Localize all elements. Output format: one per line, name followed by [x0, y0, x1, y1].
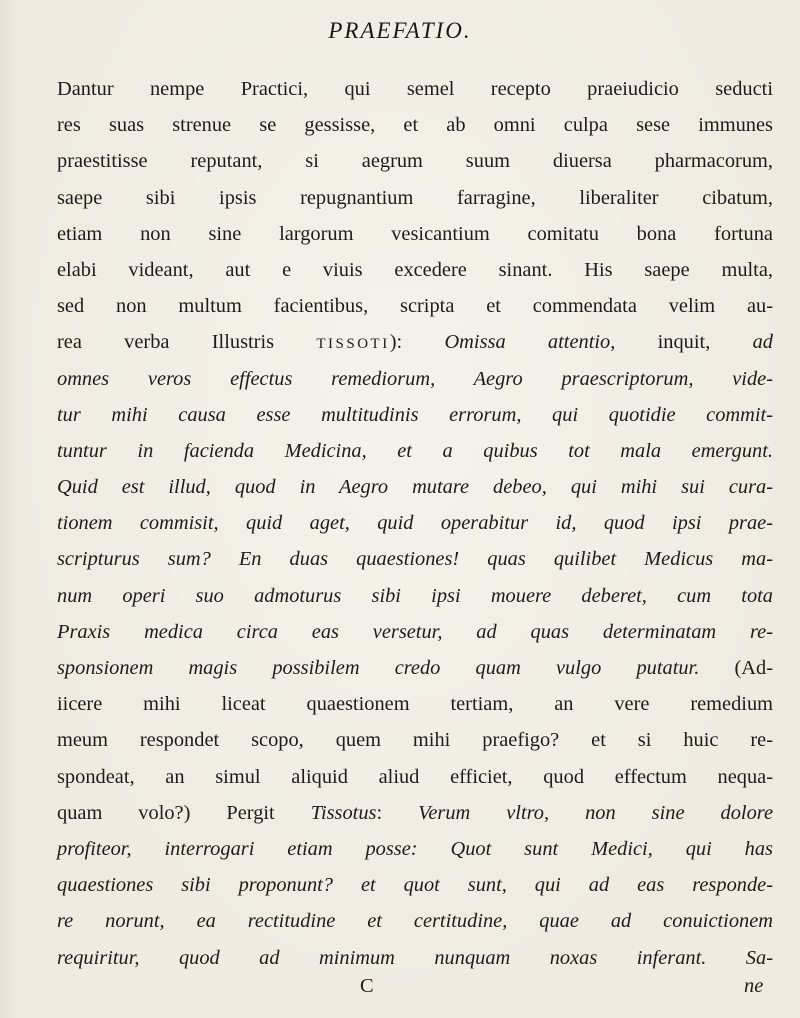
italic-segment: requiritur, quod ad minimum nunquam noxas inferant. Sa- [57, 946, 773, 969]
text-line [57, 505, 773, 541]
italic-segment: omnes veros effectus remediorum, Aegro praescriptorum, vide- [57, 367, 773, 390]
text-line [57, 686, 773, 722]
italic-segment: scripturus sum? En duas quaestiones! quas quilibet Medicus ma- [57, 548, 773, 571]
text-line [57, 143, 773, 179]
text-line [57, 541, 773, 577]
italic-segment: tur mihi causa esse multitudinis errorum, qui quotidie commit- [57, 403, 773, 426]
text-line [57, 397, 773, 433]
italic-segment: Praxis medica circa eas versetur, ad quas determinatam re- [57, 620, 773, 643]
smallcaps-name: TISSOTI [316, 336, 390, 353]
text-line [57, 252, 773, 288]
text-line [57, 71, 773, 107]
text-line [57, 433, 773, 469]
text-line [57, 180, 773, 216]
roman-segment: praestitisse reputant, si aegrum suum diuersa pharmacorum, [57, 150, 773, 173]
text-line [57, 361, 773, 397]
roman-segment: etiam non sine largorum vesicantium comitatu bona fortuna [57, 222, 773, 245]
italic-segment: Quid est illud, quod in Aegro mutare debeo, qui mihi sui cura- [57, 476, 773, 499]
roman-segment: spondeat, an simul aliquid aliud efficiet, quod effectum nequa- [57, 765, 773, 788]
italic-segment: ad [752, 331, 773, 354]
italic-segment: Tissotus [310, 801, 377, 824]
italic-segment: sponsionem magis possibilem credo quam vulgo putatur. [57, 657, 700, 679]
text-line [57, 940, 773, 976]
catchword: ne [744, 975, 764, 997]
roman-segment: elabi videant, aut e viuis excedere sinant. His saepe multa, [57, 258, 773, 281]
text-line [57, 288, 773, 324]
body-text [57, 71, 773, 976]
roman-segment: res suas strenue se gessisse, et ab omni culpa sese immunes [57, 114, 773, 137]
running-head: PRAEFATIO. [328, 18, 472, 43]
italic-segment: tuntur in facienda Medicina, et a quibus tot mala emergunt. [57, 439, 773, 462]
italic-segment: quaestiones sibi proponunt? et quot sunt, qui ad eas responde- [57, 874, 773, 897]
roman-segment: meum respondet scopo, quem mihi praefigo? et si huic re- [57, 729, 773, 752]
text-line [57, 107, 773, 143]
text-line [57, 216, 773, 252]
signature-mark: C [360, 975, 374, 997]
roman-segment: Dantur nempe Practici, qui semel recepto praeiudicio seducti [57, 78, 773, 100]
roman-segment: quam volo?) Pergit [57, 801, 311, 824]
roman-segment: rea verba Illustris [57, 331, 317, 354]
text-line [57, 867, 773, 903]
text-line [57, 324, 773, 360]
page-gutter-shadow [0, 0, 18, 1018]
text-line [57, 614, 773, 650]
text-line [57, 831, 773, 867]
text-line [57, 795, 773, 831]
roman-segment: sed non multum facientibus, scripta et commendata velim au- [57, 295, 773, 318]
text-line [57, 903, 773, 939]
roman-segment: : [376, 801, 419, 824]
text-line [57, 650, 773, 686]
roman-segment: ): [389, 331, 445, 354]
roman-segment: (Ad- [699, 657, 774, 679]
italic-segment: Verum vltro, non sine dolore [418, 801, 774, 824]
italic-segment: tionem commisit, quid aget, quid operabitur id, quod ipsi prae- [57, 512, 773, 535]
text-line [57, 578, 773, 614]
roman-segment: , inquit, [610, 331, 753, 354]
text-line [57, 759, 773, 795]
italic-segment: re norunt, ea rectitudine et certitudine, quae ad conuictionem [57, 910, 773, 933]
roman-segment: iicere mihi liceat quaestionem tertiam, an vere remedium [57, 693, 773, 716]
roman-segment: saepe sibi ipsis repugnantium farragine, liberaliter cibatum, [57, 186, 773, 209]
text-line [57, 469, 773, 505]
italic-segment: profiteor, interrogari etiam posse: Quot sunt Medici, qui has [57, 837, 773, 860]
text-line [57, 722, 773, 758]
italic-segment: num operi suo admoturus sibi ipsi mouere deberet, cum tota [57, 584, 773, 607]
italic-segment: Omissa attentio [444, 331, 611, 354]
